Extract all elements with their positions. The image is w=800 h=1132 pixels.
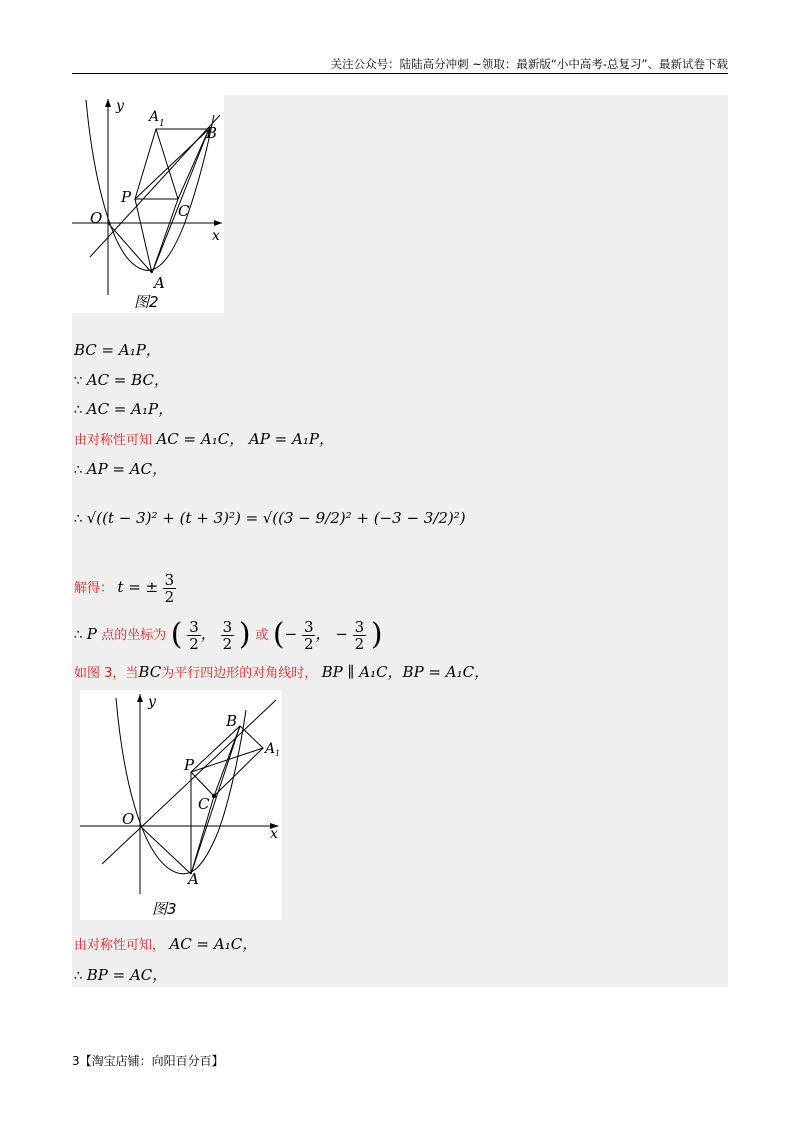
- fig3-origin-label: O: [122, 810, 135, 828]
- fig3-y-label: y: [148, 694, 156, 710]
- distance-right-side: √((3 − 9/2)² + (−3 − 3/2)²): [262, 509, 466, 527]
- symmetry-text: 由对称性可知，: [74, 938, 166, 953]
- ac-equals-bc: AC = BC，: [86, 371, 169, 389]
- because-symbol: ∵: [74, 374, 83, 389]
- therefore-symbol: ∴: [74, 969, 83, 984]
- line-therefore-ap-ac: [74, 459, 167, 481]
- or-text: 或: [255, 628, 269, 643]
- page-header: 关注公众号：陆陆高分冲刺 ~领取：最新版“小中高考-总复习”、最新试卷下载: [330, 57, 728, 71]
- symmetry-text: 由对称性可知: [74, 433, 153, 448]
- line-therefore-bp-ac: [74, 965, 167, 987]
- fig3-a-label: A: [188, 870, 199, 888]
- line-because-ac-bc: [74, 370, 169, 392]
- distance-left-side: √((t − 3)² + (t + 3)²) =: [86, 509, 259, 527]
- fig3-caption: 图3: [152, 900, 177, 918]
- fig2-x-label: x: [212, 228, 220, 244]
- coordinate-pair-negative: (− $\frac{3}{2}$ ， − $\frac{3}{2}$ ): [272, 617, 383, 653]
- figure-3-diagram: [80, 690, 282, 920]
- figure-3: [80, 690, 282, 920]
- case-text: 如图 3，当: [74, 666, 139, 681]
- fig2-a-label: A: [154, 274, 165, 292]
- fig2-y-label: y: [116, 98, 124, 114]
- line-figure3-case: [74, 662, 489, 684]
- line-symmetry-2: [74, 934, 257, 956]
- fig2-b-label: B: [206, 124, 218, 142]
- coordinates-text: 点的坐标为: [101, 628, 167, 643]
- therefore-symbol: ∴: [74, 403, 83, 418]
- line-therefore-ac-a1p: [74, 399, 173, 421]
- ac-equals-a1p: AC = A₁P，: [86, 400, 174, 418]
- symmetry-equations: AC = A₁C， AP = A₁P，: [156, 430, 334, 448]
- t-equals-pm: t = ±: [117, 578, 159, 596]
- fig2-c-label: C: [178, 202, 190, 220]
- fraction-three-halves: $\frac{3}{2}$: [164, 570, 175, 606]
- page-footer: 3【淘宝店铺：向阳百分百】: [72, 1054, 224, 1068]
- fig3-a1-subscript: 1: [275, 749, 281, 758]
- fig3-a1-label: A: [265, 741, 276, 757]
- therefore-symbol: ∴: [74, 463, 83, 478]
- fig2-origin-label: O: [90, 209, 103, 227]
- fig3-c-label: C: [198, 795, 210, 813]
- line-symmetry-1: [74, 429, 334, 451]
- fig2-caption: 图2: [134, 293, 159, 311]
- therefore-symbol: ∴: [74, 628, 83, 643]
- figure-2: [72, 95, 224, 313]
- ap-equals-ac: AP = AC，: [86, 460, 168, 478]
- bc-label: BC: [138, 663, 162, 681]
- fig2-a1-label: A: [149, 109, 160, 125]
- p-label: P: [86, 625, 97, 643]
- line-bc-equals-a1p: BC = A₁P，: [74, 341, 161, 359]
- solve-text: 解得：: [74, 581, 114, 596]
- line-distance-equation: [74, 508, 466, 530]
- fig3-p-label: P: [184, 756, 195, 774]
- coordinate-pair-positive: ( $\frac{3}{2}$ ， $\frac{3}{2}$ ): [170, 617, 251, 653]
- fig2-p-label: P: [121, 188, 132, 206]
- bp-parallel-a1c: BP ∥ A₁C，BP = A₁C，: [321, 663, 490, 681]
- therefore-symbol: ∴: [74, 512, 83, 527]
- fig3-b-label: B: [226, 712, 238, 730]
- bp-equals-ac: BP = AC，: [86, 966, 168, 984]
- ac-equals-a1c: AC = A₁C，: [169, 935, 258, 953]
- fig3-x-label: x: [270, 826, 278, 842]
- figure-2-diagram: [72, 95, 224, 313]
- line-solve-t: [74, 570, 176, 604]
- diagonal-text: 为平行四边形的对角线时，: [161, 666, 318, 681]
- line-p-coordinates: [74, 614, 383, 654]
- fig2-a1-subscript: 1: [159, 119, 165, 129]
- header-divider: [72, 73, 728, 74]
